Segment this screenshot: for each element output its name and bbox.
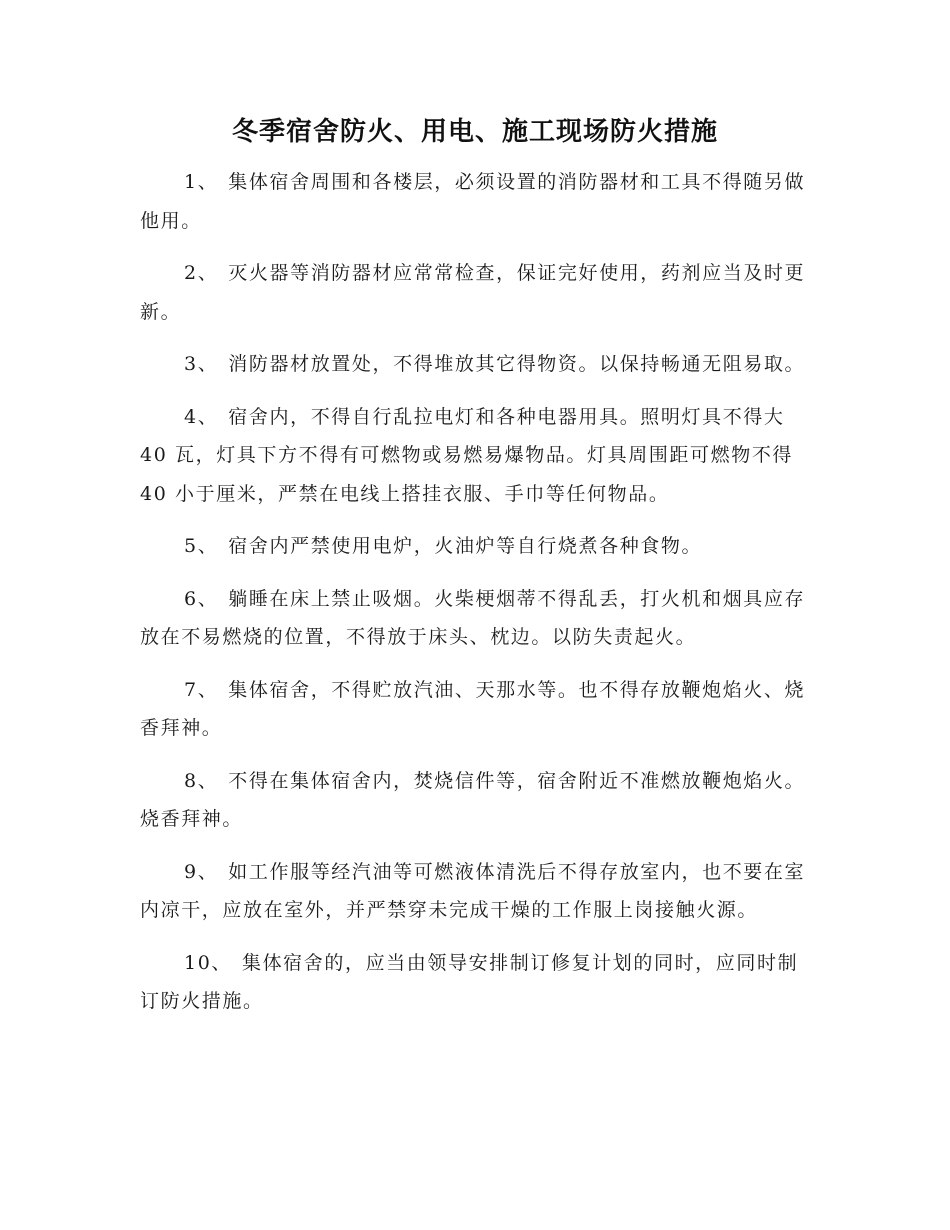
item-text: 消防器材放置处，不得堆放其它得物资。以保持畅通无阻易取。: [228, 353, 806, 375]
list-item: [140, 762, 810, 839]
item-number: 9、: [184, 860, 219, 883]
list-item: [140, 944, 810, 1021]
item-text: 宿舍内严禁使用电炉，火油炉等自行烧煮各种食物。: [228, 535, 703, 557]
item-text: 灭火器等消防器材应常常检查，保证完好使用，药剂应当及时更新。: [140, 262, 806, 323]
item-text: 集体宿舍的，应当由领导安排制订修复计划的同时，应同时制订防火措施。: [140, 951, 799, 1012]
list-item: [140, 254, 810, 331]
item-text: 集体宿舍周围和各楼层，必须设置的消防器材和工具不得随另做他用。: [140, 171, 806, 232]
item-text: 宿舍内，不得自行乱拉电灯和各种电器用具。照明灯具不得大 40 瓦，灯具下方不得有可燃物或易燃易爆物品。灯具周围距可燃物不得 40 小于厘米，严禁在电线上搭挂衣服、手巾等任何物品。: [140, 405, 794, 505]
list-item: [140, 527, 810, 566]
item-number: 10、: [184, 951, 232, 974]
list-item: [140, 580, 810, 657]
item-text: 集体宿舍，不得贮放汽油、天那水等。也不得存放鞭炮焰火、烧香拜神。: [140, 678, 806, 739]
list-item: [140, 345, 810, 384]
item-text: 如工作服等经汽油等可燃液体清洗后不得存放室内，也不要在室内凉干，应放在室外，并严禁穿未完成干燥的工作服上岗接触火源。: [140, 860, 806, 921]
item-number: 1、: [184, 171, 219, 193]
list-item: [140, 398, 810, 514]
item-number: 8、: [184, 769, 219, 792]
document-title: 冬季宿舍防火、用电、施工现场防火措施: [231, 117, 718, 147]
list-item: [140, 163, 810, 240]
list-item: [140, 671, 810, 748]
list-item: [140, 853, 810, 930]
item-number: 7、: [184, 678, 219, 701]
document-body: [140, 163, 810, 1035]
item-number: 5、: [184, 535, 219, 557]
item-text: 躺睡在床上禁止吸烟。火柴梗烟蒂不得乱丢，打火机和烟具应存放在不易燃烧的位置，不得放于床头、枕边。以防失责起火。: [140, 587, 806, 648]
item-number: 3、: [184, 353, 219, 375]
item-text: 不得在集体宿舍内，焚烧信件等，宿舍附近不准燃放鞭炮焰火。烧香拜神。: [140, 769, 806, 830]
item-number: 4、: [184, 405, 219, 428]
item-number: 2、: [184, 262, 219, 284]
item-number: 6、: [184, 587, 219, 610]
